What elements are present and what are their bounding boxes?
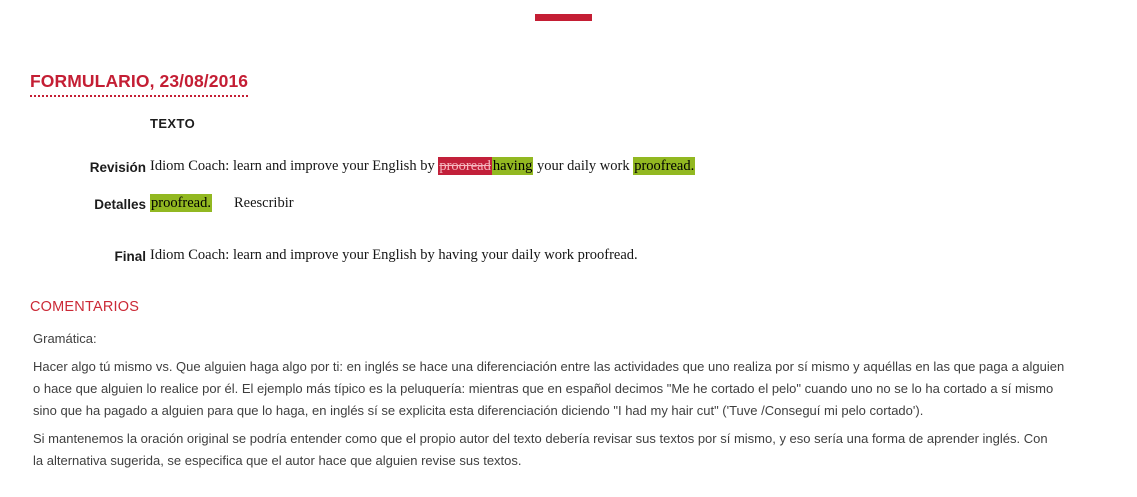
- field-label-final: Final: [114, 249, 146, 264]
- brand-bar: [535, 14, 592, 21]
- comments-intro: Gramática:: [33, 331, 97, 346]
- comment-paragraph: [33, 356, 1133, 422]
- page-title: FORMULARIO, 23/08/2016: [30, 71, 248, 97]
- field-label-detalles: Detalles: [94, 197, 146, 212]
- detalles-highlighted-word: proofread.: [151, 195, 211, 211]
- field-label-revision: Revisión: [89, 160, 146, 175]
- comment-line: o hace que alguien lo realice por él. El ejemplo más típico es la peluquería: mientras que en español decimos "Me he cortado el pelo" cuando uno no se lo ha cortado a sí mismo: [33, 381, 1054, 396]
- final-text: Idiom Coach: learn and improve your English by having your daily work proofread.: [150, 247, 638, 263]
- inserted-word-2: proofread.: [634, 158, 695, 174]
- detalles-value: [150, 193, 294, 213]
- revision-text-before: Idiom Coach: learn and improve your English by: [150, 158, 439, 174]
- comments-heading: COMENTARIOS: [30, 299, 140, 315]
- detalles-action-label: Reescribir: [233, 195, 294, 211]
- inserted-word: having: [492, 158, 533, 174]
- column-header-texto: TEXTO: [150, 116, 196, 131]
- revision-value: [150, 156, 695, 176]
- revision-text-middle: your daily work: [533, 158, 634, 174]
- comment-line: Hacer algo tú mismo vs. Que alguien haga algo por ti: en inglés se hace una diferenciación entre las actividades que uno realiza por sí mismo y aquéllas en las que paga a alguien: [33, 359, 1065, 374]
- comment-line: sino que ha pagado a alguien para que lo haga, en inglés sí se explicita esta diferenciación diciendo "I had my hair cut" ('Tuve /Conseguí mi pelo cortado').: [33, 403, 924, 418]
- comment-line: Si mantenemos la oración original se podría entender como que el propio autor del texto debería revisar sus textos por sí mismo, y eso sería una forma de aprender inglés. Con: [33, 431, 1048, 446]
- comment-paragraph: [33, 428, 1133, 472]
- comment-line: la alternativa sugerida, se especifica que el autor hace que alguien revise sus textos.: [33, 453, 522, 468]
- deleted-word: prooread: [439, 158, 491, 174]
